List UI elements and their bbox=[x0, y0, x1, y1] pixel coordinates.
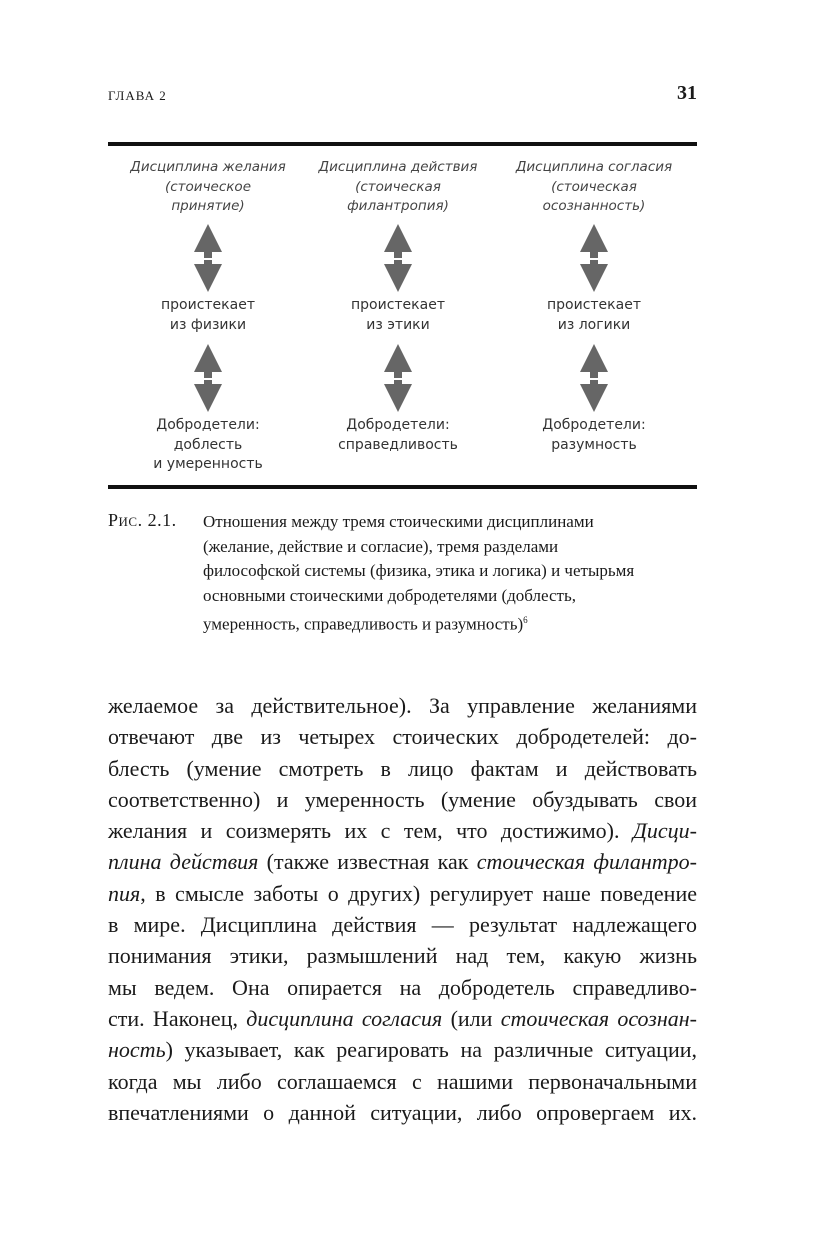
column-source-line: из этики bbox=[366, 316, 430, 333]
figure-label: Рис. 2.1. bbox=[108, 510, 177, 530]
caption-last-line bbox=[203, 608, 703, 637]
text-segment: желаемое за действительное). За управление желаниями bbox=[108, 693, 697, 718]
column-virtues-line: Добродетели: bbox=[346, 417, 450, 433]
italic-term: Дисци- bbox=[632, 818, 697, 844]
column-heading-line: (стоическая bbox=[551, 178, 637, 195]
body-line bbox=[108, 690, 697, 721]
body-line bbox=[108, 1066, 697, 1097]
text-segment: (также известная как bbox=[258, 849, 477, 875]
column-virtues bbox=[108, 416, 308, 475]
column-heading bbox=[494, 158, 694, 217]
figure-caption bbox=[203, 510, 703, 638]
column-source-line: проистекает bbox=[547, 297, 641, 313]
text-segment: понимания этики, размышлений над тем, какую жизнь bbox=[108, 943, 697, 969]
text-segment: сти. Наконец, bbox=[108, 1005, 247, 1031]
footnote-reference: 6 bbox=[523, 615, 528, 626]
column-virtues bbox=[298, 416, 498, 455]
body-line bbox=[108, 972, 697, 1003]
caption-line: основными стоическими добродетелями (доблесть, bbox=[203, 585, 576, 605]
body-line bbox=[108, 753, 697, 784]
body-line bbox=[108, 940, 697, 971]
column-heading-line: (стоическая bbox=[355, 178, 441, 195]
column-heading bbox=[298, 158, 498, 217]
text-segment: , в смысле заботы о других) регулирует наше поведение bbox=[140, 880, 697, 906]
body-line bbox=[108, 1003, 697, 1034]
italic-term: плина действия bbox=[108, 849, 259, 875]
italic-term: дисциплина согласия bbox=[246, 1005, 443, 1031]
caption-line: (желание, действие и согласие), тремя разделами bbox=[203, 536, 559, 556]
caption-line: умеренность, справедливость и разумность) bbox=[203, 615, 524, 635]
column-virtues-line: Добродетели: bbox=[542, 417, 646, 433]
double-arrow-icon bbox=[193, 224, 223, 292]
body-line bbox=[108, 1034, 697, 1065]
body-line bbox=[108, 846, 697, 877]
figure-bottom-rule bbox=[108, 485, 697, 489]
column-virtues-line: доблесть bbox=[173, 436, 243, 453]
caption-line: Отношения между тремя стоическими дисциплинами bbox=[203, 512, 594, 531]
column-heading-line: (стоическое bbox=[164, 178, 251, 195]
double-arrow-icon bbox=[579, 224, 609, 292]
column-source-line: проистекает bbox=[351, 297, 445, 313]
text-segment: ) указывает, как реагировать на различные ситуации, bbox=[165, 1037, 697, 1063]
text-segment: отвечают две из четырех стоических добродетелей: до- bbox=[108, 724, 697, 750]
text-segment: соответственно) и умеренность (умение обуздывать свои bbox=[108, 786, 697, 812]
body-line bbox=[108, 878, 697, 909]
body-line bbox=[108, 815, 697, 846]
body-line bbox=[108, 909, 697, 940]
body-line bbox=[108, 721, 697, 752]
column-virtues bbox=[494, 416, 694, 455]
column-source bbox=[494, 296, 694, 335]
text-segment: блесть (умение смотреть в лицо фактам и действовать bbox=[108, 755, 697, 781]
page-number: 31 bbox=[677, 82, 697, 104]
column-heading-line: Дисциплина действия bbox=[318, 159, 478, 175]
column-source bbox=[108, 296, 308, 335]
text-segment: желания и соизмерять их с тем, что достижимо). bbox=[108, 818, 633, 844]
body-line bbox=[108, 784, 697, 815]
column-virtues-line: Добродетели: bbox=[156, 417, 260, 433]
column-heading-line: филантропия) bbox=[347, 198, 449, 214]
column-heading bbox=[108, 158, 308, 217]
column-heading-line: Дисциплина желания bbox=[130, 159, 286, 175]
column-source-line: из физики bbox=[169, 316, 247, 333]
column-virtues-line: и умеренность bbox=[153, 456, 263, 472]
column-heading-line: осознанность) bbox=[542, 198, 646, 214]
text-segment: мы ведем. Она опирается на добродетель справедливо- bbox=[108, 974, 697, 1000]
body-line bbox=[108, 1097, 697, 1128]
text-segment: впечатлениями о данной ситуации, либо опровергаем их. bbox=[108, 1099, 697, 1125]
column-heading-line: принятие) bbox=[171, 198, 245, 214]
italic-term: стоическая осознан- bbox=[500, 1005, 697, 1031]
column-source bbox=[298, 296, 498, 335]
double-arrow-icon bbox=[383, 344, 413, 412]
caption-line: философской системы (физика, этика и логика) и четырьмя bbox=[203, 561, 635, 581]
running-head: ГЛАВА 2 bbox=[108, 88, 167, 103]
text-segment: (или bbox=[442, 1005, 501, 1031]
figure-top-rule bbox=[108, 142, 697, 146]
text-segment: в мире. Дисциплина действия — результат надлежащего bbox=[108, 912, 697, 938]
italic-term: ность bbox=[108, 1037, 166, 1063]
double-arrow-icon bbox=[579, 344, 609, 412]
text-segment: когда мы либо соглашаемся с нашими первоначальными bbox=[108, 1068, 697, 1094]
column-source-line: из логики bbox=[557, 316, 631, 333]
double-arrow-icon bbox=[193, 344, 223, 412]
double-arrow-icon bbox=[383, 224, 413, 292]
column-virtues-line: разумность bbox=[551, 436, 637, 453]
italic-term: стоическая филантро- bbox=[476, 849, 697, 875]
column-virtues-line: справедливость bbox=[338, 436, 458, 453]
body-text bbox=[108, 690, 697, 1128]
column-heading-line: Дисциплина согласия bbox=[515, 159, 673, 175]
italic-term: пия bbox=[108, 880, 141, 906]
column-source-line: проистекает bbox=[161, 297, 255, 313]
